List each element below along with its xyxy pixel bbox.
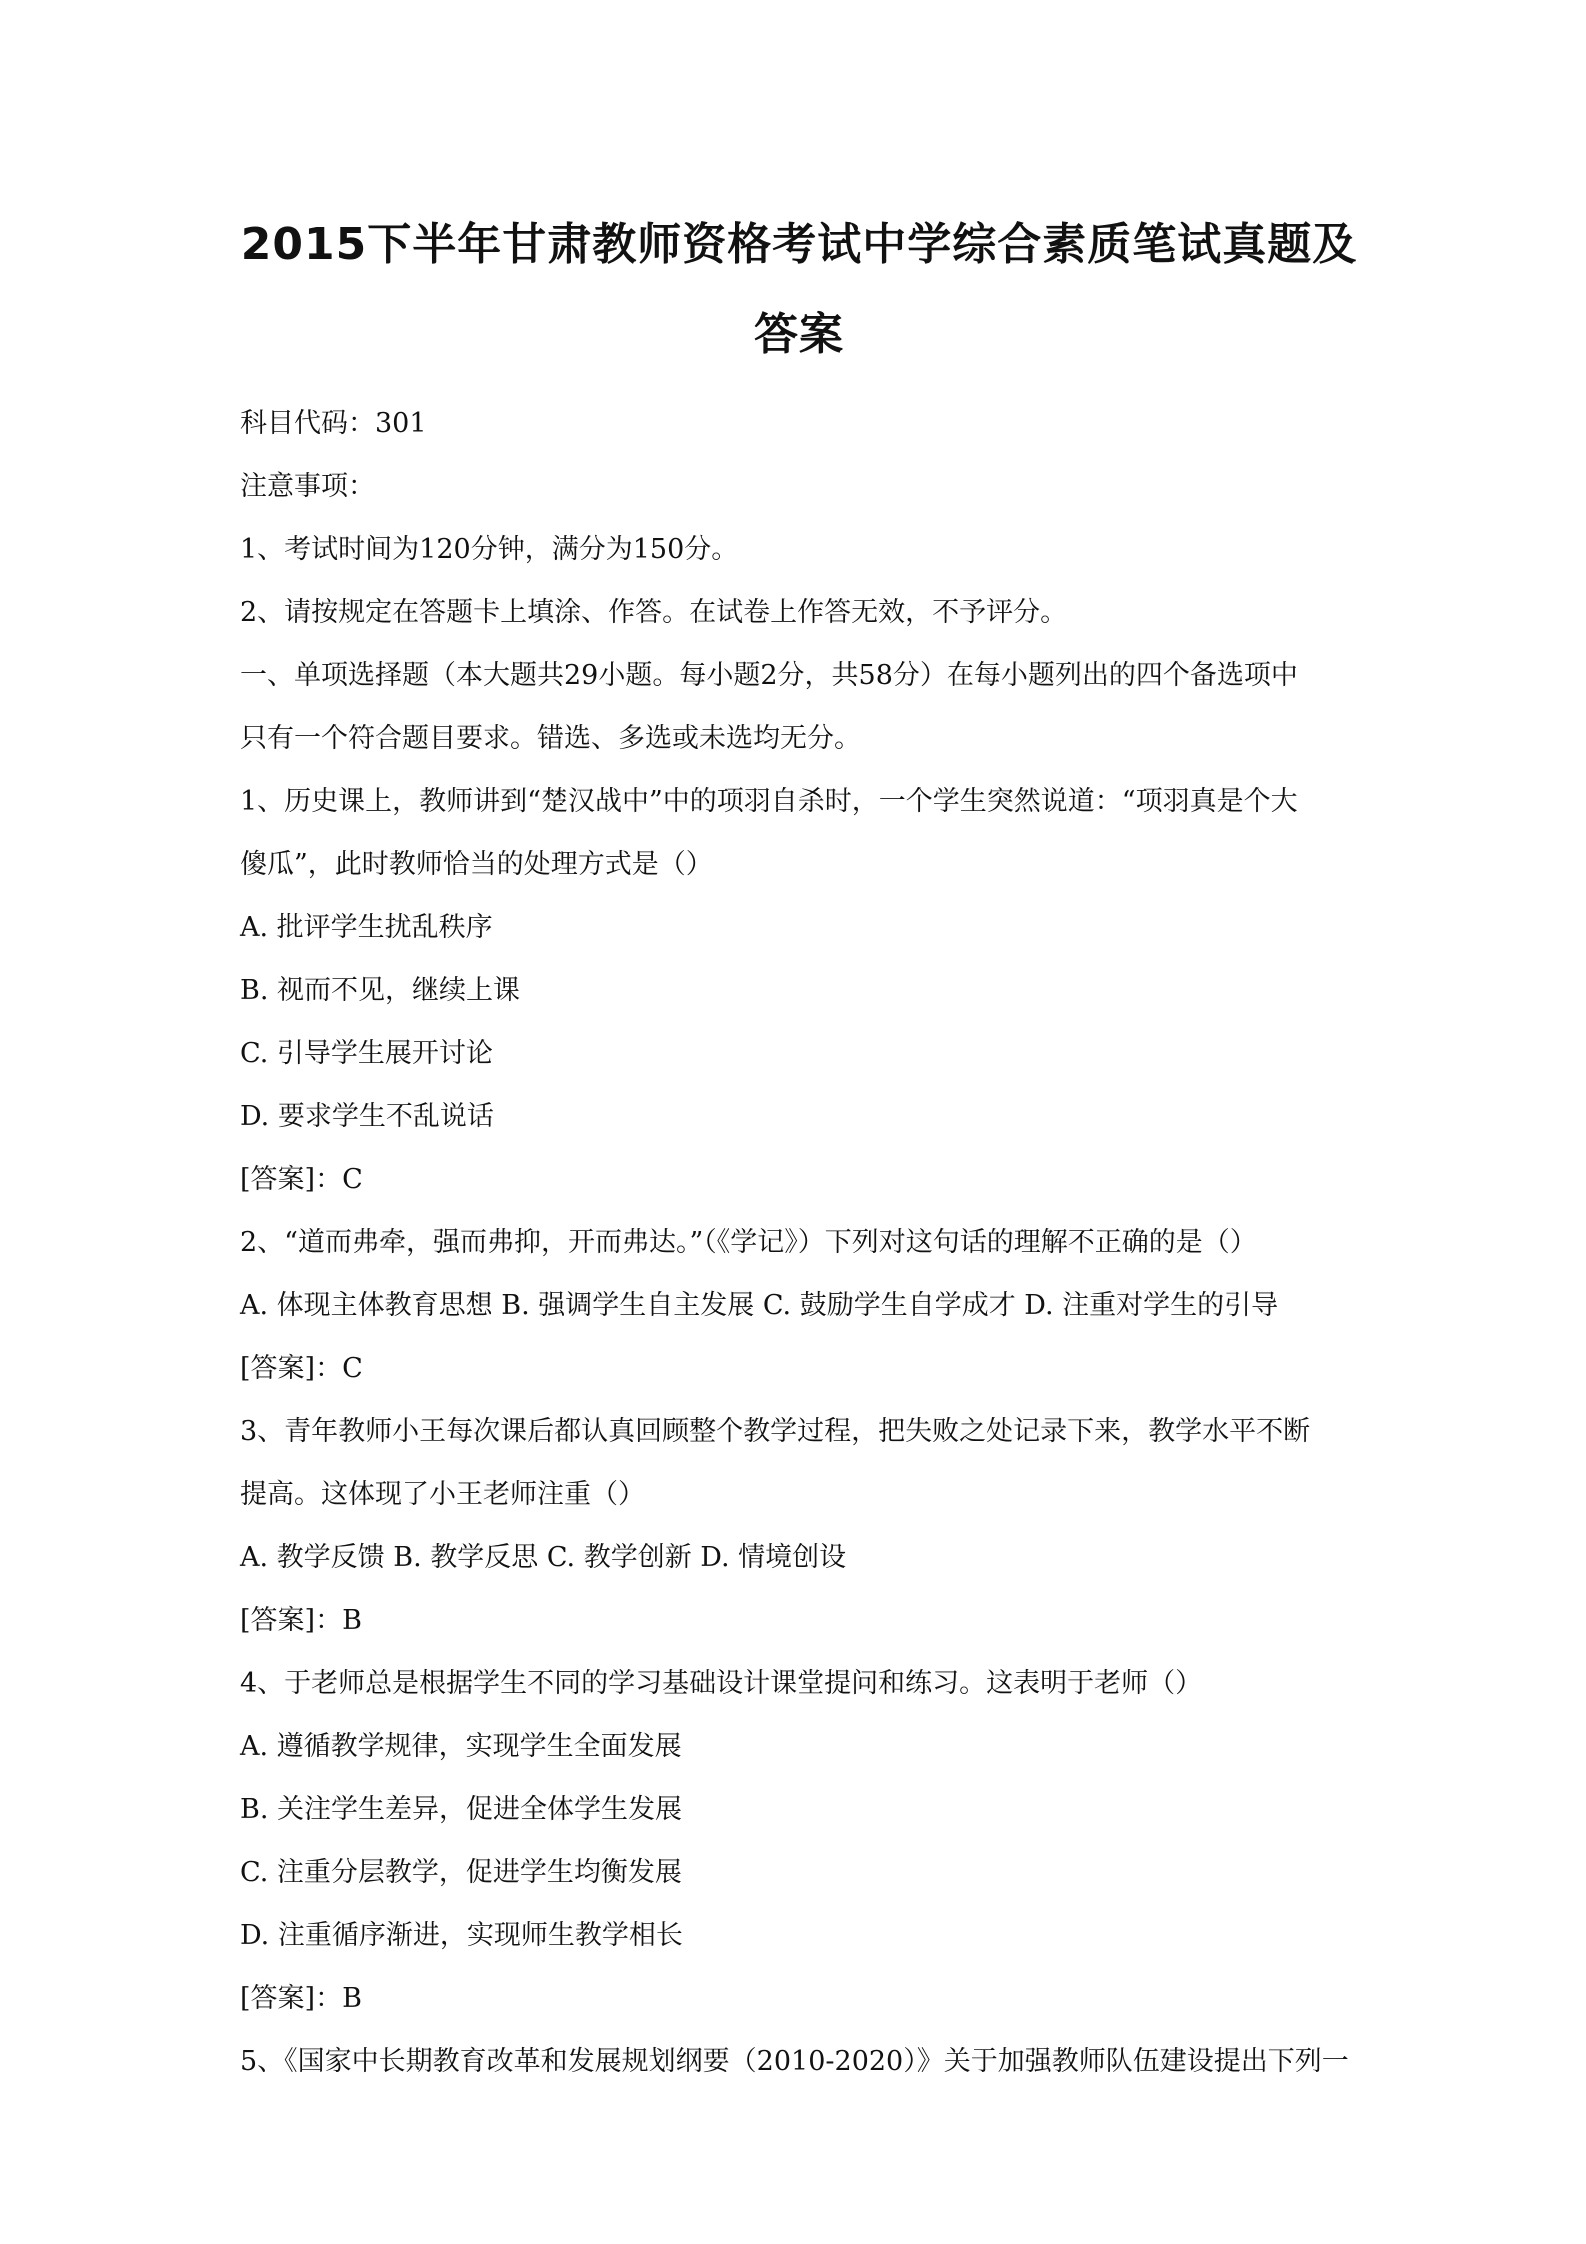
question-text: 2、“道而弗牵，强而弗抑，开而弗达。”（《学记》）下列对这句话的理解不正确的是（） [240, 1227, 1257, 1258]
notice-item: 1、考试时间为120分钟，满分为150分。 [240, 534, 739, 565]
section-heading-line: 只有一个符合题目要求。错选、多选或未选均无分。 [240, 723, 861, 754]
notice-item: 2、请按规定在答题卡上填涂、作答。在试卷上作答无效，不予评分。 [240, 597, 1068, 628]
question-option: D. 要求学生不乱说话 [240, 1101, 494, 1132]
question-answer: [答案]：B [240, 1605, 362, 1636]
question-answer: [答案]：C [240, 1353, 363, 1384]
question-answer: [答案]：C [240, 1164, 363, 1195]
subject-code: 科目代码：301 [240, 408, 427, 439]
section-heading-line: 一、单项选择题（本大题共29小题。每小题2分，共58分）在每小题列出的四个备选项中 [240, 660, 1298, 691]
question-option: A. 遵循教学规律，实现学生全面发展 [240, 1731, 682, 1762]
question-option: C. 引导学生展开讨论 [240, 1038, 493, 1069]
question-option: B. 视而不见，继续上课 [240, 975, 521, 1006]
document-title: 2015下半年甘肃教师资格考试中学综合素质笔试真题及答案 [240, 219, 1358, 360]
question-text: 3、青年教师小王每次课后都认真回顾整个教学过程，把失败之处记录下来，教学水平不断 [240, 1416, 1311, 1447]
question-text: 提高。这体现了小王老师注重（） [240, 1479, 645, 1510]
question-options: A. 体现主体教育思想 B. 强调学生自主发展 C. 鼓励学生自学成才 D. 注重对学生的引导 [240, 1290, 1279, 1321]
question-text: 傻瓜”，此时教师恰当的处理方式是（） [240, 849, 713, 880]
question-option: D. 注重循序渐进，实现师生教学相长 [240, 1920, 683, 1951]
question-option: C. 注重分层教学，促进学生均衡发展 [240, 1857, 682, 1888]
question-option: A. 批评学生扰乱秩序 [240, 912, 493, 943]
question-text: 4、于老师总是根据学生不同的学习基础设计课堂提问和练习。这表明于老师（） [240, 1668, 1203, 1699]
notice-heading: 注意事项： [240, 471, 375, 502]
question-options: A. 教学反馈 B. 教学反思 C. 教学创新 D. 情境创设 [240, 1542, 847, 1573]
question-answer: [答案]：B [240, 1983, 362, 2014]
question-text: 1、历史课上，教师讲到“楚汉战中”中的项羽自杀时，一个学生突然说道：“项羽真是个大 [240, 786, 1298, 817]
question-option: B. 关注学生差异，促进全体学生发展 [240, 1794, 683, 1825]
question-text: 5、《国家中长期教育改革和发展规划纲要（2010-2020）》关于加强教师队伍建设提出下列一 [240, 2046, 1349, 2077]
